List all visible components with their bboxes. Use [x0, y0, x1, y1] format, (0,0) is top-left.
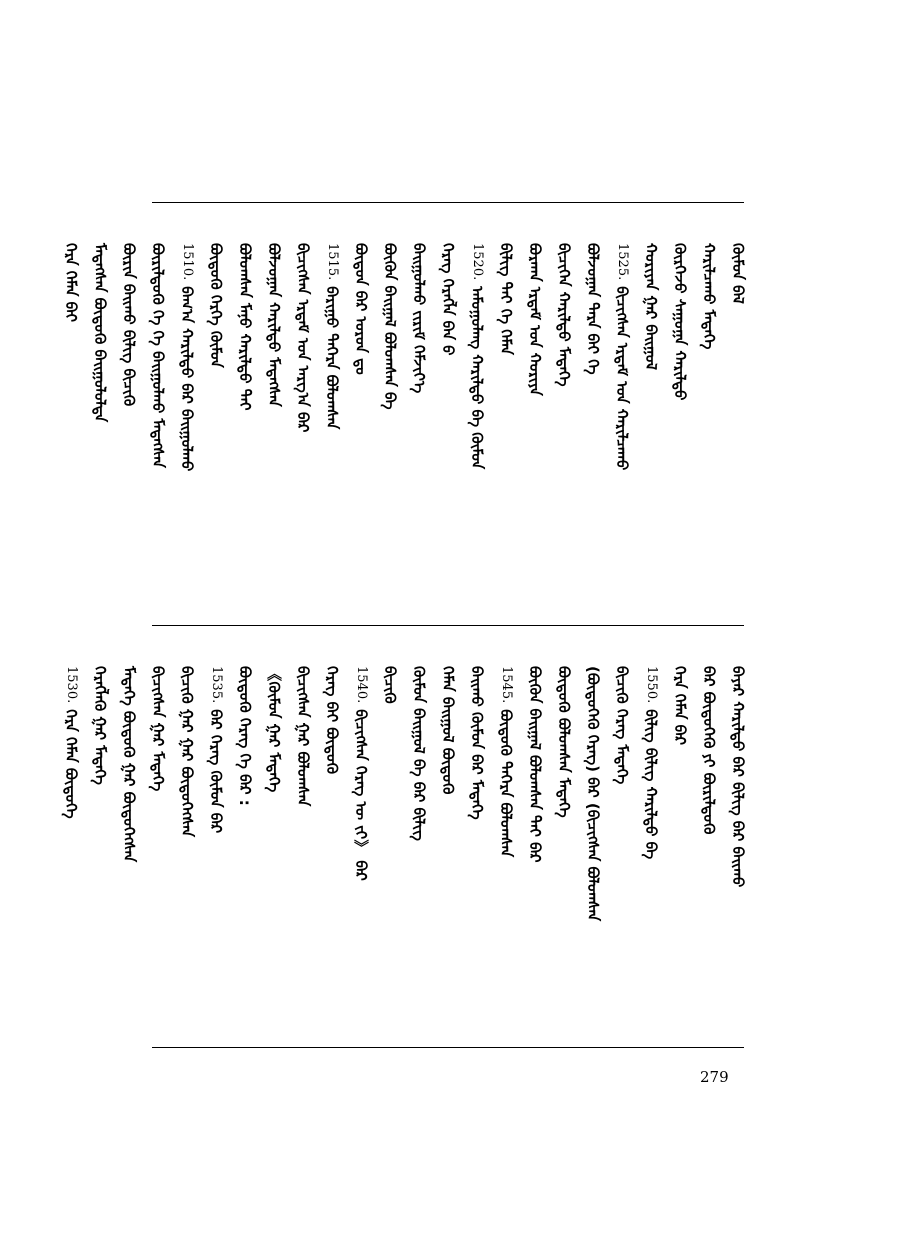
verse-text: ᠪᠤᠯᠵᠤᠭᠠᠨ ᠬᠠᠷᠢᠯᠳᠤ ᠮᠡᠳᠡᠭᠰᠡᠨ: [265, 243, 283, 407]
bottom-rule: [152, 1047, 744, 1048]
line-number: 1535.: [209, 666, 224, 704]
verse-line: [178, 243, 196, 483]
verse-text: ᠪᠦᠬᠦᠨ ᠪᠠᠢᠭᠠᠯ ᠪᠤᠯᠤᠭᠰᠠᠨ ᠪᠠ: [381, 243, 399, 410]
verse-text: ᠬᠤᠷᠢᠶᠠᠨ ᠭᠠᠷ ᠪᠠᠢᠭᠤᠯ: [642, 243, 660, 370]
verse-text: ᠪᠦᠲᠦᠬᠦ ᠬᠡᠷᠡᠭ ᠭᠡ ᠪᠠᠷ :: [236, 666, 254, 806]
verse-line: [671, 666, 689, 906]
verse-text: ᠪᠦᠷᠢᠯᠳᠦᠬᠦ ᠭᠡ ᠭᠡ ᠪᠠᠢᠭᠤᠯᠬᠤ ᠮᠡᠳᠡᠭᠰᠡᠨ: [149, 243, 167, 468]
verse-text: ᠪᠦᠬᠦᠨ ᠪᠠᠢᠭᠠᠯ ᠪᠤᠯᠤᠭᠰᠠᠨ ᠲᠠᠢ ᠪᠠᠷ: [526, 666, 544, 863]
verse-text: ᠪᠢᠴᠢᠭᠰᠡᠨ ᠭᠠᠷ ᠪᠤᠯᠤᠭᠰᠠᠨ: [294, 666, 312, 807]
verse-text: ᠪᠦᠲᠦᠨ ᠪᠡᠷ ᠤᠷᠤᠨ ᠳᠤ: [352, 243, 370, 375]
line-number: 1525.: [615, 243, 630, 281]
verse-text: ᠭᠡᠷᠡ ᠬᠡᠮᠡᠨ ᠪᠠᠷ: [671, 666, 689, 746]
verse-text: ᠪᠠᠢᠭᠤᠯᠬᠤ ᠵᠢᠷᠢᠮ ᠬᠡᠮᠵᠢᠶ᠎ᠡ: [410, 243, 428, 394]
verse-text: ᠪᠦᠲᠦᠬᠦ ᠳᠡᠭᠡᠷᠡ ᠪᠤᠯᠤᠭᠰᠠᠨ: [497, 709, 515, 858]
verse-line: [526, 666, 544, 906]
verse-text: ᠪᠢᠯᠢᠭ ᠪᠢᠯᠢᠭ ᠬᠠᠷᠢᠯᠳᠤ ᠪᠠ: [642, 709, 660, 860]
verse-line: [352, 666, 370, 906]
verse-text: ᠭᠡᠷᠡ ᠬᠡᠮᠡᠨ ᠪᠦᠲᠦᠭᠡ: [62, 709, 80, 819]
verse-block-upper: [62, 243, 747, 483]
verse-line: [555, 666, 573, 906]
top-rule: [152, 202, 744, 203]
verse-text: ᠬᠦᠮᠦᠨ ᠪᠠᠢᠭᠤᠯ ᠪᠠ ᠪᠠᠷ ᠪᠢᠯᠢᠭ: [410, 666, 428, 841]
verse-text: ᠪᠤᠷᠬᠠᠨ ᠡᠷᠳᠡᠮ ᠤᠨ ᠬᠤᠷᠢᠶᠠ: [526, 243, 544, 396]
line-number: 1530.: [64, 666, 79, 704]
verse-text: ᠬᠦᠮᠦᠨ ᠪᠡᠯ: [729, 243, 747, 304]
verse-line: [149, 243, 167, 483]
verse-line: [207, 666, 225, 906]
verse-line: [120, 243, 138, 483]
verse-line: [207, 243, 225, 483]
verse-line: [613, 243, 631, 483]
verse-line: [700, 666, 718, 906]
verse-text: ᠬᠡᠷᠡᠭ ᠪᠠᠢ ᠪᠦᠲᠦᠬᠦ: [323, 666, 341, 774]
verse-text: ᠪᠠᠶᠠᠷ ᠬᠠᠷᠢᠯᠳᠤ ᠪᠠᠷ ᠪᠢᠯᠢᠭ ᠪᠠᠷ ᠪᠠᠢᠬᠤ: [729, 666, 747, 888]
verse-text: ᠠᠮᠤᠭᠤᠯᠠᠩ ᠬᠠᠷᠢᠯᠳᠤ ᠪᠠ ᠬᠦᠮᠦᠨ: [468, 286, 486, 470]
verse-text: ᠮᠡᠳᠡᠭᠰᠡᠨ ᠪᠦᠲᠦᠬᠦ ᠪᠠᠢᠭᠤᠯᠤᠯᠲᠠ: [91, 243, 109, 423]
line-number: 1540.: [354, 666, 369, 704]
verse-line: [294, 243, 312, 483]
verse-text: ᠪᠦᠷᠢᠨ ᠪᠠᠢᠬᠤ ᠪᠢᠯᠢᠭ ᠪᠢᠴᠢᠬᠦ: [120, 243, 138, 407]
verse-text: ᠪᠠᠭ᠎ᠠ ᠬᠠᠷᠢᠯᠳᠤ ᠪᠠᠷ ᠪᠠᠢᠭᠤᠯᠬᠤ: [178, 286, 196, 472]
verse-line: [294, 666, 312, 906]
verse-line: [700, 243, 718, 483]
verse-text: 《ᠬᠦᠮᠦᠨ ᠭᠠᠷ ᠮᠡᠳᠡᠭᠡ: [265, 666, 283, 793]
verse-line: [323, 666, 341, 906]
verse-line: [91, 666, 109, 906]
verse-text: ᠪᠤᠯᠵᠤᠭᠠᠨ ᠲᠡᠷᠡ ᠪᠠᠢ ᠭᠡ: [584, 243, 602, 375]
verse-text: ᠪᠢᠴᠢᠬᠦ ᠬᠡᠷᠡᠭ ᠮᠡᠳᠡᠭᠡ: [613, 666, 631, 785]
verse-line: [497, 666, 515, 906]
page-number: 279: [700, 1068, 729, 1086]
verse-text: ᠪᠠᠷ ᠪᠦᠲᠦᠭᠡᠬᠦ ᠶᠢ ᠪᠦᠷᠢᠯᠳᠦᠬᠦ: [700, 666, 718, 835]
verse-text: ᠪᠠᠷᠢᠭᠤ ᠳᠡᠭᠡᠷᠡ ᠪᠤᠯᠤᠭᠰᠠᠨ: [323, 286, 341, 430]
verse-line: [236, 243, 254, 483]
line-number: 1520.: [470, 243, 485, 281]
verse-line: [584, 666, 602, 922]
verse-line: [468, 666, 486, 906]
verse-line: [526, 243, 544, 483]
verse-text: ᠬᠡᠷᠡᠭᠯᠡᠬᠦ ᠭᠠᠷ ᠮᠡᠳᠡᠭᠡ: [91, 666, 109, 785]
verse-line: [642, 243, 660, 483]
verse-text: ᠪᠤᠯᠤᠭᠰᠠᠨ ᠮᠠᠨᠤ ᠬᠠᠷᠢᠯᠳᠤ ᠲᠠᠢ: [236, 243, 254, 411]
verse-text: ᠬᠡᠮᠡᠨ ᠪᠠᠢᠭᠤᠯ ᠪᠦᠲᠦᠬᠦ: [439, 666, 457, 795]
verse-line: [352, 243, 370, 483]
verse-text: ᠪᠢᠴᠢᠭᠰᠡᠨ ᠭᠠᠷ ᠮᠡᠳᠡᠭᠡ: [149, 666, 167, 792]
verse-line: [91, 243, 109, 483]
verse-line: [381, 666, 399, 906]
verse-line: [497, 243, 515, 483]
verse-line: [410, 243, 428, 483]
verse-line: [439, 243, 457, 483]
verse-text: ᠪᠢᠴᠢᠬᠦ: [381, 666, 399, 704]
verse-line: [468, 243, 486, 483]
verse-text: ᠪᠢᠴᠢᠭᠰᠡᠨ ᠬᠡᠷᠡᠭ ᠦ ᠵᠢ》 ᠪᠠᠷ: [352, 709, 370, 881]
verse-text: (ᠪᠦᠲᠦᠭᠡᠬᠦ ᠬᠡᠷᠡᠭ᠌) ᠪᠠᠷ (ᠪᠢᠴᠢᠭᠰᠡᠨ ᠪᠤᠯᠤᠭᠰᠠᠨ: [584, 666, 602, 922]
line-number: 1545.: [499, 666, 514, 704]
verse-text: ᠪᠢᠴᠢᠬᠦ ᠭᠠᠷ ᠭᠠᠷ ᠪᠦᠲᠦᠭᠡᠭᠰᠡᠨ: [178, 666, 196, 837]
verse-text: ᠬᠠᠷᠢᠯᠴᠠᠬᠤ ᠮᠡᠳᠡᠭᠡ: [700, 243, 718, 350]
verse-line: [149, 666, 167, 906]
verse-line: [62, 666, 80, 906]
verse-text: ᠮᠡᠳᠡᠭᠡ ᠪᠦᠲᠦᠬᠦ ᠭᠠᠷ ᠪᠦᠲᠦᠭᠡᠭᠰᠡᠨ: [120, 666, 138, 863]
verse-text: ᠪᠠᠢᠬᠤ ᠬᠦᠮᠦᠨ ᠪᠠᠷ ᠮᠡᠳᠡᠭᠡ: [468, 666, 486, 820]
verse-line: [381, 243, 399, 483]
line-number: 1550.: [644, 666, 659, 704]
verse-line: [178, 666, 196, 906]
verse-line: [729, 666, 747, 906]
verse-line: [120, 666, 138, 906]
verse-line: [265, 243, 283, 483]
verse-line: [410, 666, 428, 906]
verse-line: [439, 666, 457, 906]
verse-text: ᠬᠦᠷᠭᠡᠵᠦ ᠰᠠᠭᠤᠭᠠ ᠬᠠᠷᠢᠯᠳᠤ: [671, 243, 689, 401]
verse-line: [323, 243, 341, 483]
verse-text: ᠪᠢᠴᠢᠭᠰᠡᠨ ᠡᠷᠳᠡᠮ ᠤᠨ ᠠᠷᠭ᠎ᠠ ᠪᠠᠷ: [294, 243, 312, 433]
verse-line: [584, 243, 602, 483]
verse-text: ᠭᠡᠷᠡ ᠬᠡᠮᠡᠨ ᠪᠠᠢ: [62, 243, 80, 323]
verse-text: ᠬᠡᠷᠡᠭ ᠬᠡᠷᠡᠭᠯᠡ ᠪᠡᠨ ᠪ: [439, 243, 457, 356]
verse-text: ᠪᠠᠷ ᠬᠡᠷᠡᠭ ᠬᠦᠮᠦᠨ ᠪᠠᠷ: [207, 709, 225, 834]
verse-text: ᠪᠢᠴᠢᠭᠰᠡᠨ ᠡᠷᠳᠡᠮ ᠤᠨ ᠬᠠᠷᠢᠯᠴᠠᠬᠤ: [613, 286, 631, 471]
line-number: 1510.: [180, 243, 195, 281]
verse-line: [642, 666, 660, 906]
verse-line: [729, 243, 747, 483]
middle-rule: [152, 625, 744, 626]
verse-text: ᠪᠦᠲᠦᠬᠦ ᠬᠡᠷᠭᠡ ᠬᠦᠮᠦᠨ: [207, 243, 225, 368]
verse-line: [555, 243, 573, 483]
verse-text: ᠪᠢᠴᠢᠭᠡᠨ ᠬᠠᠷᠢᠯᠳᠤ ᠮᠡᠳᠡᠭᠡ: [555, 243, 573, 387]
verse-line: [613, 666, 631, 906]
verse-line: [236, 666, 254, 906]
verse-line: [62, 243, 80, 483]
verse-line: [265, 666, 283, 906]
verse-line: [671, 243, 689, 483]
verse-text: ᠪᠢᠯᠢᠭ ᠲᠠᠢ ᠭᠡ ᠬᠡᠮᠡᠨ: [497, 243, 515, 355]
verse-text: ᠪᠦᠲᠦᠬᠦ ᠪᠤᠯᠤᠭᠰᠠᠨ ᠮᠡᠳᠡᠭᠡ: [555, 666, 573, 818]
verse-block-lower: [62, 666, 747, 922]
line-number: 1515.: [325, 243, 340, 281]
